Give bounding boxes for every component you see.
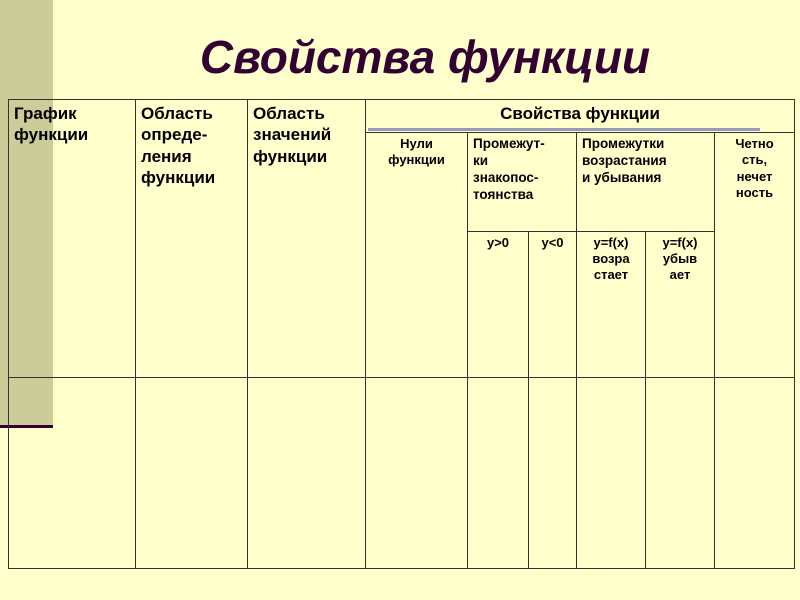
- header-decreasing: y=f(x) убыв ает: [646, 231, 715, 377]
- header-positive: y>0: [468, 231, 529, 377]
- header-sign-intervals: Промежут- ки знакопос- тоянства: [468, 133, 577, 232]
- header-monotonic-intervals: Промежутки возрастания и убывания: [577, 133, 715, 232]
- table-cell: [9, 377, 136, 568]
- header-negative: y<0: [529, 231, 577, 377]
- table-row: [9, 377, 795, 568]
- function-properties-table: [8, 99, 795, 569]
- header-properties: Свойства функции: [366, 100, 795, 133]
- table-cell: [577, 377, 646, 568]
- header-graph: График функции: [9, 100, 136, 378]
- header-parity: Четно сть, нечет ность: [715, 133, 795, 378]
- header-zeros: Нули функции: [366, 133, 468, 378]
- header-increasing: y=f(x) возра стает: [577, 231, 646, 377]
- page-title: Свойства функции: [199, 31, 651, 83]
- decorative-underline: [368, 128, 760, 131]
- table-cell: [366, 377, 468, 568]
- table-cell: [136, 377, 248, 568]
- header-range: Область значений функции: [248, 100, 366, 378]
- table-cell: [248, 377, 366, 568]
- table-cell: [468, 377, 529, 568]
- table-cell: [715, 377, 795, 568]
- table-cell: [529, 377, 577, 568]
- table-cell: [646, 377, 715, 568]
- header-domain: Область опреде- ления функции: [136, 100, 248, 378]
